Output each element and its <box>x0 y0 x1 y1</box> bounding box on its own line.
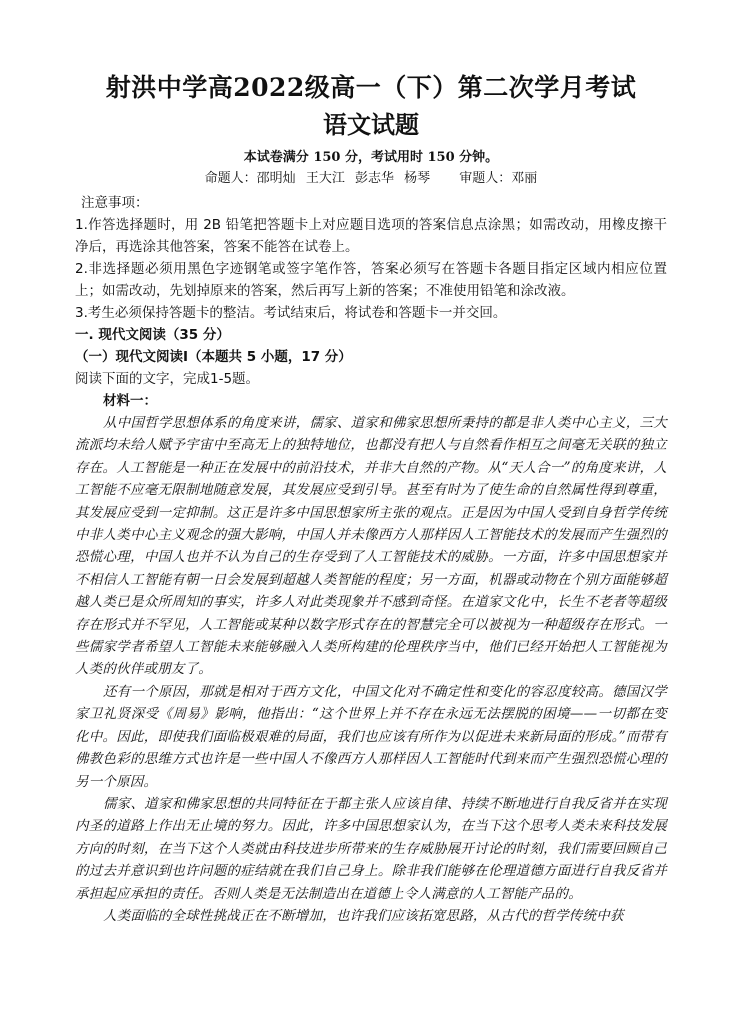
notice-item: 2.非选择题必须用黑色字迹钢笔或签字笔作答，答案必须写在答题卡各题目指定区域内相应位置上；如需改动，先划掉原来的答案，然后再写上新的答案；不准使用铅笔和涂改液。 <box>75 261 667 299</box>
material-label: 材料一： <box>103 393 157 409</box>
setters-label: 命题人：邵明灿 <box>204 171 296 186</box>
notice-item: 1.作答选择题时，用 2B 铅笔把答题卡上对应题目选项的答案信息点涂黑；如需改动，用橡皮擦干净后，再选涂其他答案，答案不能答在试卷上。 <box>75 217 667 255</box>
reviewer: 审题人：邓丽 <box>459 171 538 186</box>
setter-name: 彭志华 <box>354 171 394 186</box>
setters-line <box>75 168 667 190</box>
notice-heading: 注意事项： <box>81 195 149 211</box>
exam-title: 射洪中学高2022级高一（下）第二次学月考试 <box>105 73 637 102</box>
passage-paragraph: 人类面临的全球性挑战正在不断增加，也许我们应该拓宽思路，从古代的哲学传统中获 <box>103 907 624 924</box>
reading-instruction: 阅读下面的文字，完成1-5题。 <box>75 371 260 387</box>
passage-paragraph: 从中国哲学思想体系的角度来讲，儒家、道家和佛家思想所秉持的都是非人类中心主义，三大流派均未给人赋予宇宙中至高无上的独特地位，也都没有把人与自然看作相互之间毫无关联的独立存在。人工智能是一种正在发展中的前沿技术，并非大自然的产物。从“天人合一”的角度来讲，人工智能不应毫无限制地随意发展，其发展应受到引导。甚至有时为了使生命的自然属性得到尊重，其发展应受到一定抑制。这正是许多中国思想家所主张的观点。正是因为中国人受到自身哲学传统中非人类中心主义观念的强大影响，中国人并未像西方人那样因人工智能技术的发展而产生强烈的恐慌心理，中国人也并不认为自己的生存受到了人工智能技术的威胁。一方面，许多中国思想家并不相信人工智能有朝一日会发展到超越人类智能的程度；另一方面，机器或动物在个别方面能够超越人类已是众所周知的事实，许多人对此类现象并不感到奇怪。在道家文化中，长生不老者等超级存在形式并不罕见，人工智能或某种以数字形式存在的智慧完全可以被视为一种超级存在形式。一些儒家学者希望人工智能未来能够融入人类所构建的伦理秩序当中，他们已经开始把人工智能视为人类的伙伴或朋友了。 <box>75 415 667 678</box>
exam-subtitle: 语文试题 <box>323 110 419 139</box>
setter-name: 王大江 <box>305 171 345 186</box>
notice-item: 3.考生必须保持答题卡的整洁。考试结束后，将试卷和答题卡一并交回。 <box>75 305 507 321</box>
subsection-heading: （一）现代文阅读Ⅰ（本题共 5 小题，17 分） <box>75 349 352 365</box>
passage-paragraph: 儒家、道家和佛家思想的共同特征在于都主张人应该自律、持续不断地进行自我反省并在实现内圣的道路上作出无止境的努力。因此，许多中国思想家认为，在当下这个思考人类未来科技发展方向的时刻，在当下这个人类就由科技进步所带来的生存威胁展开讨论的时刻，我们需要回顾自己的过去并意识到也许问题的症结就在我们自己身上。除非我们能够在伦理道德方面进行自我反省并承担起应承担的责任。否则人类是无法制造出在道德上令人满意的人工智能产品的。 <box>75 795 667 902</box>
passage-paragraph: 还有一个原因，那就是相对于西方文化，中国文化对不确定性和变化的容忍度较高。德国汉学家卫礼贤深受《周易》影响，他指出：“这个世界上并不存在永远无法摆脱的困境——一切都在变化中。因此，即使我们面临极艰难的局面，我们也应该有所作为以促进未来新局面的形成。”而带有佛教色彩的思维方式也许是一些中国人不像西方人那样因人工智能时代到来而产生强烈恐慌心理的另一个原因。 <box>75 683 667 790</box>
setter-name: 杨琴 <box>404 171 431 186</box>
exam-info: 本试卷满分 150 分，考试用时 150 分钟。 <box>243 150 499 165</box>
section-heading: 一. 现代文阅读（35 分） <box>75 327 230 343</box>
